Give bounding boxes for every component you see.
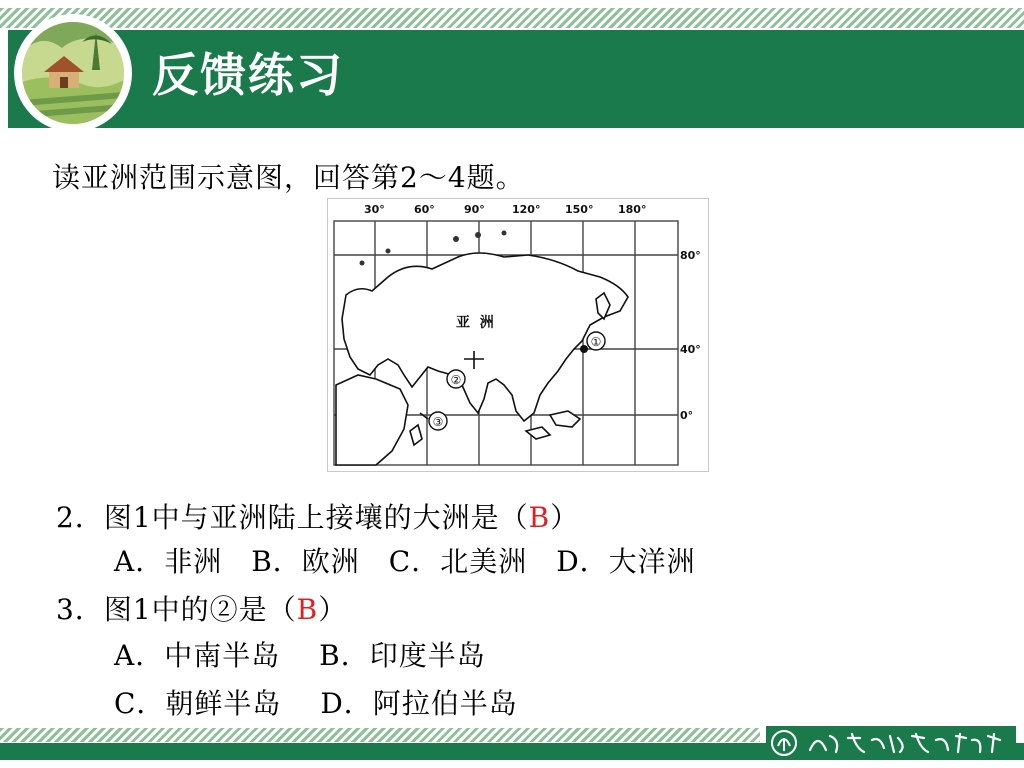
question-3-options-line-2: C．朝鲜半岛 D．阿拉伯半岛 xyxy=(114,687,518,720)
tick-120: 120° xyxy=(512,203,541,216)
tick-90: 90° xyxy=(464,203,485,216)
marker-1-label: ① xyxy=(590,335,602,349)
asia-map-figure xyxy=(327,198,709,472)
question-2-stem xyxy=(56,496,579,536)
village-scene-image xyxy=(22,22,124,124)
question-2-options: A．非洲 B．欧洲 C．北美洲 D．大洋洲 xyxy=(114,545,696,578)
question-2-answer: B xyxy=(528,501,551,534)
tick-180: 180° xyxy=(618,203,647,216)
tick-0: 0° xyxy=(680,409,694,422)
tick-30: 30° xyxy=(364,203,385,216)
tick-80n: 80° xyxy=(680,249,701,262)
publisher-logo xyxy=(766,726,1016,760)
marker-1-point xyxy=(580,345,588,353)
question-3-stem xyxy=(56,588,347,628)
tick-40n: 40° xyxy=(680,343,701,356)
longitude-labels xyxy=(364,203,646,216)
question-2-close: ） xyxy=(550,501,580,534)
intro-text: 读亚洲范围示意图，回答第2～4题。 xyxy=(52,161,525,194)
question-3-answer: B xyxy=(296,593,319,626)
question-2-text: 2．图1中与亚洲陆上接壤的大洲是（ xyxy=(56,501,529,534)
question-3-close: ） xyxy=(318,593,348,626)
page-title: 反馈练习 xyxy=(152,48,344,102)
marker-3-label: ③ xyxy=(432,415,444,429)
marker-2-label: ② xyxy=(450,373,462,387)
latitude-labels xyxy=(680,249,701,422)
tick-150: 150° xyxy=(565,203,594,216)
question-3-options-line-1: A．中南半岛 B．印度半岛 xyxy=(114,639,486,672)
top-decorative-stripe xyxy=(0,8,1024,28)
question-3-text: 3．图1中的②是（ xyxy=(56,593,297,626)
bottom-decorative-stripe xyxy=(0,728,760,742)
tick-60: 60° xyxy=(414,203,435,216)
asia-label: 亚 洲 xyxy=(456,315,494,331)
